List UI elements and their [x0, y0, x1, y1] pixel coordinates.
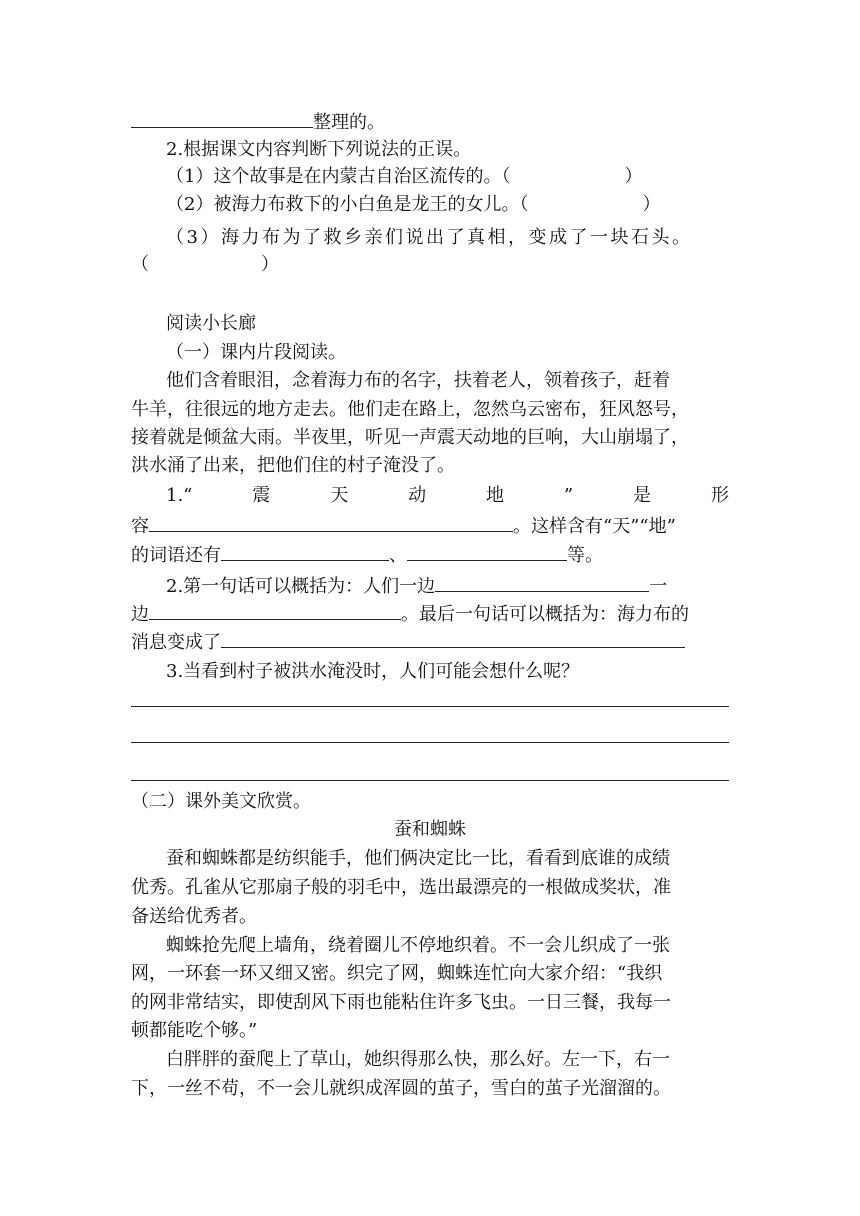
q1-token: 1.“ — [166, 485, 193, 506]
question-1-line-2 — [131, 513, 676, 537]
article-line: 白胖胖的蚕爬上了草山，她织得那么快，那么好。左一下，右一 — [166, 1049, 670, 1070]
q1-token: 是 — [633, 485, 652, 506]
answer-line[interactable] — [131, 780, 729, 781]
question-1-line — [166, 484, 729, 508]
item-paren: ） — [624, 166, 643, 187]
answer-line[interactable] — [131, 742, 729, 743]
part1-title: （一）课内片段阅读。 — [166, 342, 346, 363]
q1-token: ” — [563, 485, 574, 506]
passage-line: 洪水涌了出来，把他们住的村子淹没了。 — [131, 455, 455, 476]
line-text: 整理的。 — [313, 112, 385, 133]
question-2-line-1 — [166, 573, 667, 597]
article-line: 顿都能吃个够。” — [131, 1020, 258, 1041]
item-paren: ） — [261, 254, 279, 275]
fill-line-1 — [131, 109, 385, 133]
article-line: 网，一环套一环又细又密。织完了网，蜘蛛连忙向大家介绍：“我织 — [131, 963, 663, 984]
judge-item-1 — [166, 165, 642, 189]
part2-title: （二）课外美文欣赏。 — [131, 791, 311, 812]
question-2-line-2 — [131, 601, 689, 625]
q1-text: 。这样含有“天”“地” — [513, 516, 676, 537]
q1-text: 、 — [389, 545, 407, 566]
judge-item-3: （3）海力布为了救乡亲们说出了真相，变成了一块石头。 — [166, 227, 693, 248]
article-line: 蜘蛛抢先爬上墙角，绕着圈儿不停地织着。不一会儿织成了一张 — [166, 935, 670, 956]
answer-blank[interactable] — [149, 601, 401, 620]
q1-token: 动 — [408, 485, 427, 506]
q2-text: 消息变成了 — [131, 632, 221, 653]
q1-text: 的词语还有 — [131, 545, 221, 566]
q2-text: 一 — [649, 576, 668, 597]
item-text: （2）被海力布救下的小白鱼是龙王的女儿。（ — [166, 194, 529, 215]
answer-blank[interactable] — [221, 542, 389, 561]
q1-token: 形 — [710, 485, 729, 506]
judge-item-2 — [166, 193, 660, 217]
article-line: 的网非常结实，即使刮风下雨也能粘住许多飞虫。一日三餐，我每一 — [131, 992, 671, 1013]
article-line: 优秀。孔雀从它那扇子般的羽毛中，选出最漂亮的一根做成奖状，准 — [131, 877, 671, 898]
q2-text: 边 — [131, 604, 149, 625]
judge-item-3-answer — [131, 253, 279, 277]
question-3: 3.当看到村子被洪水淹没时，人们可能会想什么呢？ — [166, 661, 580, 682]
item-text: （1）这个故事是在内蒙古自治区流传的。（ — [166, 166, 511, 187]
q1-token: 震 — [252, 485, 271, 506]
answer-blank[interactable] — [221, 629, 685, 648]
passage-line: 牛羊，往很远的地方走去。他们走在路上，忽然乌云密布，狂风怒号， — [131, 399, 689, 420]
q1-token: 地 — [486, 485, 505, 506]
q2-text: 2.第一句话可以概括为：人们一边 — [166, 576, 436, 597]
q1-text: 容 — [131, 516, 149, 537]
answer-blank[interactable] — [435, 573, 649, 592]
answer-blank[interactable] — [131, 109, 313, 128]
answer-line[interactable] — [131, 706, 729, 707]
section-title: 阅读小长廊 — [166, 313, 256, 334]
q1-text: 等。 — [567, 545, 603, 566]
question-2-heading: 2.根据课文内容判断下列说法的正误。 — [166, 139, 472, 160]
article-title: 蚕和蜘蛛 — [394, 819, 466, 840]
article-line: 备送给优秀者。 — [131, 906, 257, 927]
q1-token: 天 — [330, 485, 349, 506]
answer-blank[interactable] — [149, 513, 513, 532]
answer-blank[interactable] — [407, 542, 567, 561]
question-1-line-3 — [131, 542, 603, 566]
item-paren: ） — [642, 194, 661, 215]
passage-line: 接着就是倾盆大雨。半夜里，听见一声震天动地的巨响，大山崩塌了， — [131, 427, 689, 448]
passage-line: 他们含着眼泪，念着海力布的名字，扶着老人，领着孩子，赶着 — [166, 370, 670, 391]
item-paren: （ — [131, 254, 149, 275]
article-line: 下，一丝不苟，不一会儿就织成浑圆的茧子，雪白的茧子光溜溜的。 — [131, 1078, 671, 1099]
q2-text: 。最后一句话可以概括为：海力布的 — [401, 604, 689, 625]
question-2-line-3 — [131, 629, 685, 653]
article-line: 蚕和蜘蛛都是纺织能手，他们俩决定比一比，看看到底谁的成绩 — [166, 848, 670, 869]
